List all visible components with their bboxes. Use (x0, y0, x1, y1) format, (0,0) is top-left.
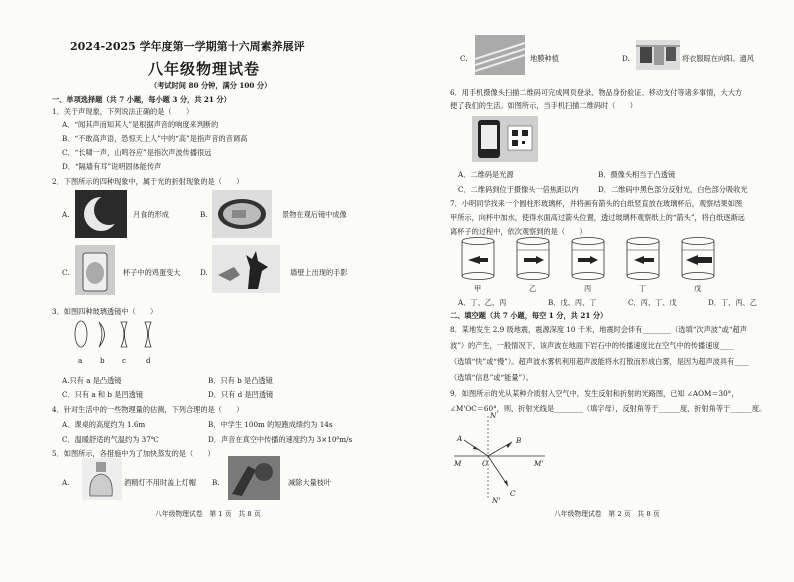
q5-caption-c: 地膜种植 (530, 54, 559, 63)
q3-option-c: C．只有 a 和 b 是凹透镜 (62, 390, 144, 399)
section1-heading: 一、单项选择题（共 7 小题，每小题 3 分，共 21 分） (52, 95, 231, 104)
mirror-image (212, 190, 272, 238)
mulch-image (475, 35, 525, 75)
exam-title: 2024-2025 学年度第一学期第十六周素养展评 (70, 40, 305, 53)
q5-label-d: D. (622, 54, 630, 63)
q8-line1: 8．某地发生 2.9 级地震，震源深度 10 千米，地震时会伴有________（选填“次声波”或“超声 (450, 325, 747, 334)
label-m: M (454, 459, 462, 468)
qr-scan-image (472, 116, 538, 162)
cup-label-jia: 甲 (474, 284, 482, 293)
label-a: A (457, 434, 463, 443)
q2-caption-a: 月食的形成 (133, 210, 169, 219)
lens-diagram (70, 320, 170, 354)
q4-option-b: B．中学生 100m 的短跑成绩约为 14s (208, 420, 333, 429)
label-o: O (482, 459, 488, 468)
cup-label-wu: 戊 (694, 284, 702, 293)
eclipse-image (75, 190, 127, 238)
cup-label-yi: 乙 (529, 284, 537, 293)
q2-caption-b: 景物在观后镜中成像 (282, 210, 347, 219)
q5-caption-a: 酒精灯不用时盖上灯帽 (124, 478, 196, 487)
q4-option-a: A．课桌的高度约为 1.6m (62, 420, 146, 429)
q2-caption-d: 墙壁上出现的手影 (290, 268, 348, 277)
q1-option-d: D．“隔墙有耳”说明固体能传声 (62, 162, 162, 171)
q4-option-d: D．声音在真空中传播的速度约为 3×10⁸m/s (208, 435, 353, 444)
q7-option-c: C．丙、丁、戊 (628, 298, 677, 307)
q5-stem: 5．如图所示，各措施中为了加快蒸发的是（ ） (52, 449, 215, 458)
q5-caption-d: 将衣服晾在向阳、通风 (682, 54, 754, 63)
q7-option-b: B．戊、丙、丁 (548, 298, 597, 307)
lens-label-d: d (146, 356, 151, 365)
q6-option-c: C．二维码到位于摄像头一倍焦距以内 (458, 185, 579, 194)
q2-label-d: D. (200, 268, 208, 277)
q5-label-a: A. (62, 478, 70, 487)
q3-option-d: D．只有 d 是凹透镜 (208, 390, 274, 399)
q4-stem: 4．针对生活中的一些物理量的估测，下列合理的是（ ） (52, 405, 244, 414)
glass-cup-diagram (458, 236, 738, 284)
lens-label-c: c (122, 356, 127, 365)
q7-line1: 7．小明同学找来一个圆柱形玻璃杯，并将画有箭头的白纸竖直放在玻璃杯后，观察结果如图 (450, 199, 743, 208)
q4-option-c: C．温暖舒适的气温约为 37℃ (62, 435, 159, 444)
q7-option-d: D．丁、丙、乙 (708, 298, 757, 307)
q1-option-a: A．“闻其声而知其人”是根据声音的响度来判断的 (62, 120, 219, 129)
right-page (410, 0, 794, 582)
q9-line1: 9．如图所示的光从某种介质射入空气中，发生反射和折射的光路图，已知 ∠AOM＝30°， (450, 389, 739, 398)
q6-line1: 6．用手机摄像头扫描二维码可完成网页登录、物品身份验证、移动支付等诸多事情，大大方 (450, 88, 743, 97)
label-n: N (490, 411, 497, 420)
hand-shadow-image (212, 245, 280, 293)
q6-option-b: B．摄像头相当于凸透镜 (598, 170, 676, 179)
label-n-prime: N' (492, 496, 501, 505)
q3-option-b: B．只有 b 是凸透镜 (208, 376, 273, 385)
q1-option-c: C．“长啸一声，山鸣谷应”是指次声波传播很远 (62, 148, 212, 157)
q3-option-a: A.只有 a 是凸透镜 (62, 376, 122, 385)
pruning-image (228, 456, 280, 500)
q8-line4: （选填“信息”或“能量”）。 (450, 373, 533, 382)
q5-caption-b: 减除大量枝叶 (288, 478, 332, 487)
cup-egg-image (75, 245, 115, 295)
left-footer: 八年级物理试卷 第 1 页 共 8 页 (155, 510, 261, 518)
q9-line2: ∠M'OC＝60°，则，折射光线是________（填字母），反射角等于______度，折射角等于______度。 (450, 404, 767, 413)
right-footer: 八年级物理试卷 第 2 页 共 8 页 (554, 510, 660, 518)
exam-info: （考试时间 80 分钟，满分 100 分） (150, 81, 272, 90)
lens-label-a: a (78, 356, 83, 365)
q3-stem: 3．如图四种玻璃透镜中（ ） (52, 307, 158, 316)
cup-label-ding: 丁 (639, 284, 647, 293)
q8-line3: （选填“快”或“慢”）。超声波水雾机利用超声波能将水打散而形成白雾，是因为超声波具有____ (450, 357, 749, 366)
q7-option-a: A．丁、乙、丙 (458, 298, 507, 307)
q1-stem: 1．关于声现象，下列说法正确的是（ ） (52, 107, 194, 116)
q1-option-b: B．“不敢高声语，恐惊天上人”中的“高”是指声音的音调高 (62, 134, 248, 143)
clothes-drying-image (636, 40, 680, 70)
label-b: B (516, 436, 522, 445)
q2-label-b: B. (200, 210, 208, 219)
q2-caption-c: 杯子中的鸡蛋变大 (123, 268, 181, 277)
paper-subtitle: 八年级物理试卷 (148, 60, 261, 78)
q6-option-a: A．二维码是光源 (458, 170, 514, 179)
q6-line2: 便了我们的生活。如图所示，当手机扫描二维码时（ ） (450, 101, 637, 110)
label-m-prime: M' (534, 459, 544, 468)
q7-line3: 离杯子的过程中，依次观察到的是（ ） (450, 227, 587, 236)
q8-line2: 波”）的产生，一般情况下，该声波在地面下岩石中的传播速度比在空气中的传播速度____ (450, 341, 734, 350)
q5-label-b: B. (212, 478, 220, 487)
q2-stem: 2．下图所示的四种现象中，属于光的折射现象的是（ ） (52, 177, 244, 186)
q2-label-a: A. (62, 210, 70, 219)
label-c: C (510, 489, 516, 498)
alcohol-lamp-image (82, 458, 122, 500)
q7-line2: 甲所示，向杯中加水，使得水面高过箭头位置，透过玻璃杯观察纸上的“箭头”，将白纸逐渐远 (450, 213, 745, 222)
q2-label-c: C. (62, 268, 70, 277)
q6-option-d: D．二维码中黑色部分反射光，白色部分吸收光 (598, 185, 748, 194)
q5-label-c: C. (460, 54, 468, 63)
section2-heading: 二、填空题（共 7 小题，每空 1 分，共 21 分） (450, 311, 608, 320)
lens-label-b: b (100, 356, 105, 365)
cup-label-bing: 丙 (584, 284, 592, 293)
